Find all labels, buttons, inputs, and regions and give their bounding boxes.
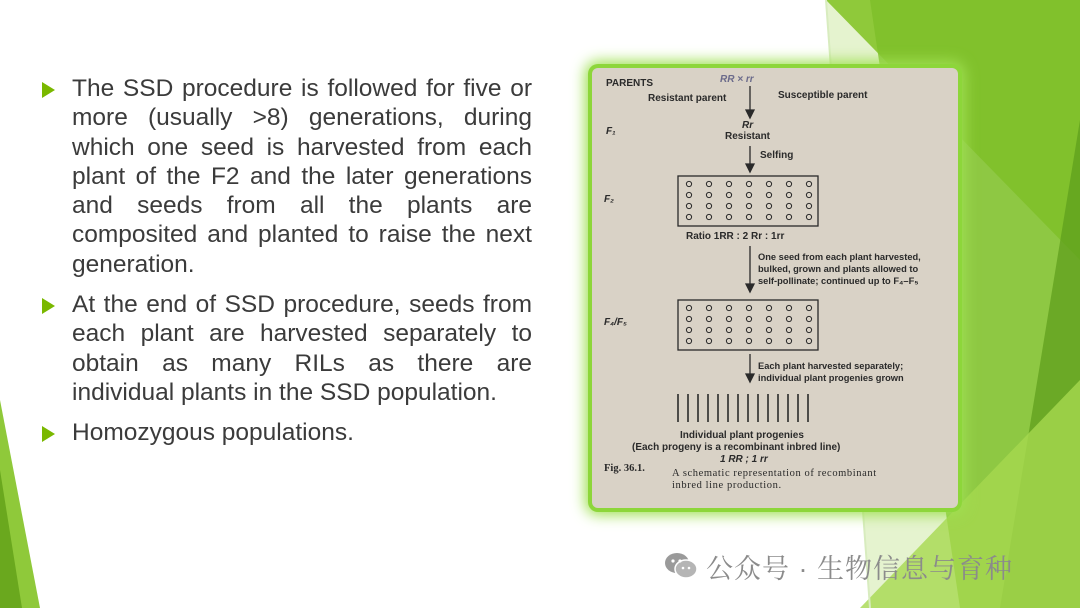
plant-circle [706, 338, 711, 343]
arrow-bullet-icon [42, 82, 55, 98]
bullet-text: The SSD procedure is followed for five or more (usually >8) generations, during which one seed is harvested from each plant of the F2 and the later generations and seeds from all the plants are composited and planted to raise the next generation. [72, 75, 532, 278]
plant-circle [686, 327, 691, 332]
progenies-note: (Each progeny is a recombinant inbred line) [632, 442, 841, 453]
plant-circle [686, 203, 691, 208]
plant-circle [766, 192, 771, 197]
plant-circle [806, 316, 811, 321]
plant-circle [706, 305, 711, 310]
plant-circle [686, 192, 691, 197]
plant-circle [806, 214, 811, 219]
plant-circle [806, 338, 811, 343]
ratio-label: Ratio 1RR : 2 Rr : 1rr [686, 231, 785, 242]
progeny-lines [678, 394, 808, 422]
f1-phenotype: Resistant [725, 131, 771, 142]
ssd-note-line: bulked, grown and plants allowed to [758, 264, 919, 274]
plant-circle [726, 181, 731, 186]
caption-line: inbred line production. [672, 480, 782, 491]
plant-circle [786, 305, 791, 310]
f4-label: F₄/F₅ [604, 317, 627, 328]
bullet-item [42, 74, 532, 279]
plant-circle [706, 181, 711, 186]
f1-genotype: Rr [742, 120, 754, 131]
arrow-bullet-icon [42, 426, 55, 442]
f4-plant-grid [678, 300, 818, 350]
plant-circle [686, 181, 691, 186]
bullet-item [42, 418, 532, 447]
plant-circle [766, 316, 771, 321]
caption-label: Fig. 36.1. [604, 463, 645, 474]
bullet-list [42, 74, 532, 459]
plant-circle [746, 181, 751, 186]
plant-circle [786, 316, 791, 321]
plant-circle [746, 327, 751, 332]
susceptible-parent-label: Susceptible parent [778, 90, 868, 101]
plant-circle [786, 203, 791, 208]
wechat-icon [664, 551, 698, 581]
plant-circle [806, 203, 811, 208]
plant-circle [746, 316, 751, 321]
harvest-note-line: Each plant harvested separately; [758, 361, 904, 371]
plant-circle [686, 316, 691, 321]
plant-circle [766, 181, 771, 186]
plant-circle [806, 192, 811, 197]
plant-circle [746, 305, 751, 310]
plant-circle [726, 316, 731, 321]
ssd-note-line: self-pollinate; continued up to F₄–F₅ [758, 276, 919, 286]
plant-circle [686, 305, 691, 310]
plant-circle [726, 203, 731, 208]
plant-circle [746, 192, 751, 197]
plant-circle [766, 214, 771, 219]
plant-circle [726, 192, 731, 197]
plant-circle [806, 327, 811, 332]
watermark-text: 公众号 · 生物信息与育种 [706, 553, 1013, 584]
plant-circle [786, 338, 791, 343]
resistant-parent-label: Resistant parent [648, 93, 727, 104]
caption-line: A schematic representation of recombinant [672, 468, 877, 479]
harvest-note-line: individual plant progenies grown [758, 373, 904, 383]
plant-circle [686, 214, 691, 219]
parents-label: PARENTS [606, 78, 654, 89]
plant-circle [806, 305, 811, 310]
plant-circle [786, 327, 791, 332]
plant-circle [786, 214, 791, 219]
plant-circle [726, 305, 731, 310]
f2-label: F₂ [604, 194, 614, 205]
plant-circle [706, 327, 711, 332]
plant-circle [746, 338, 751, 343]
plant-circle [706, 203, 711, 208]
plant-circle [706, 192, 711, 197]
plant-circle [706, 214, 711, 219]
plant-circle [766, 327, 771, 332]
final-ratio: 1 RR ; 1 rr [720, 454, 768, 465]
plant-circle [726, 338, 731, 343]
selfing-label: Selfing [760, 150, 794, 161]
ssd-schematic-figure [592, 68, 958, 508]
plant-circle [766, 203, 771, 208]
bullet-text: At the end of SSD procedure, seeds from each plant are harvested separately to obtain as many RILs as there are individual plants in the SSD population. [72, 291, 532, 406]
plant-circle [766, 338, 771, 343]
cross-label: RR × rr [720, 74, 754, 85]
plant-circle [746, 214, 751, 219]
plant-circle [726, 327, 731, 332]
f2-plant-grid [678, 176, 818, 226]
bullet-text: Homozygous populations. [72, 419, 354, 447]
ssd-note-line: One seed from each plant harvested, [758, 252, 921, 262]
plant-circle [786, 192, 791, 197]
plant-circle [806, 181, 811, 186]
plant-circle [686, 338, 691, 343]
plant-circle [746, 203, 751, 208]
plant-circle [706, 316, 711, 321]
progenies-title: Individual plant progenies [680, 430, 804, 441]
bullet-item [42, 290, 532, 407]
f1-label: F₁ [606, 126, 616, 137]
arrow-bullet-icon [42, 298, 55, 314]
watermark [664, 548, 1013, 584]
plant-circle [766, 305, 771, 310]
plant-circle [726, 214, 731, 219]
plant-circle [786, 181, 791, 186]
